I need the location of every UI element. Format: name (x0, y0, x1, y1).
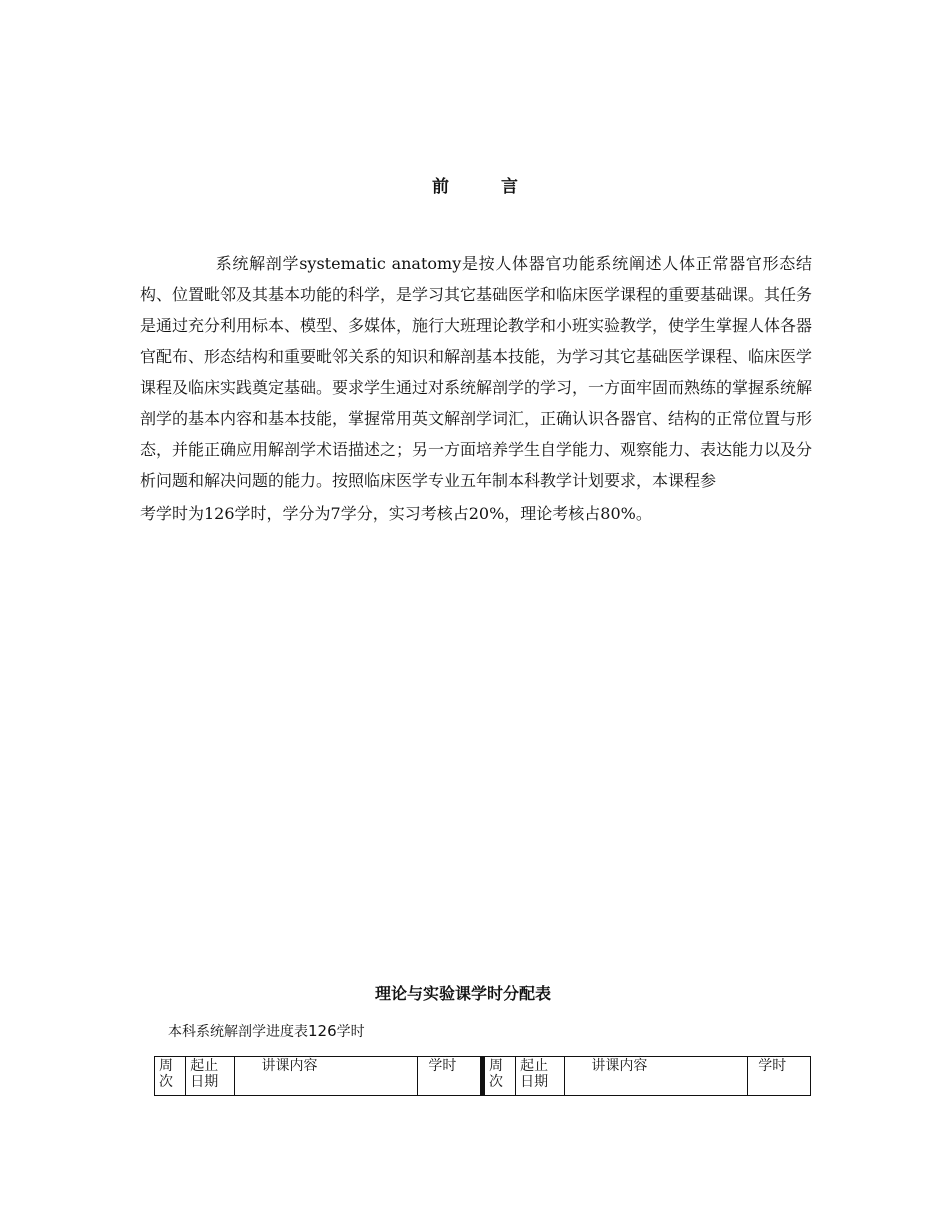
header-date-2: 起止日期 (516, 1057, 565, 1096)
caption-suffix: 学时 (336, 1024, 365, 1040)
caption-hours: 126 (308, 1022, 337, 1040)
header-week: 周次 (155, 1057, 186, 1096)
preface-title-right: 言 (501, 177, 518, 197)
allocation-table-title: 理论与实验课学时分配表 (374, 984, 551, 1003)
header-week-2: 周次 (482, 1057, 515, 1096)
preface-last-line: 考学时为126学时，学分为7学分，实习考核占20%，理论考核占80%。 (140, 504, 652, 523)
header-content: 讲课内容 (235, 1057, 418, 1096)
schedule-header-row (155, 1057, 811, 1096)
preface-paragraph (140, 248, 812, 529)
schedule-caption (168, 1021, 365, 1041)
header-hours: 学时 (418, 1057, 483, 1096)
header-hours-2: 学时 (748, 1057, 811, 1096)
preface-title-left: 前 (432, 177, 449, 197)
header-date: 起止日期 (186, 1057, 235, 1096)
header-content-2: 讲课内容 (565, 1057, 748, 1096)
preface-body-text: 系统解剖学systematic anatomy是按人体器官功能系统阐述人体正常器官形态结构、位置毗邻及其基本功能的科学，是学习其它基础医学和临床医学课程的重要基础课。其任务是通过充分利用标本、模型、多媒体，施行大班理论教学和小班实验教学，使学生掌握人体各器官配布、形态结构和重要毗邻关系的知识和解剖基本技能，为学习其它基础医学课程、临床医学课程及临床实践奠定基础。要求学生通过对系统解剖学的学习，一方面牢固而熟练的掌握系统解剖学的基本内容和基本技能，掌握常用英文解剖学词汇，正确认识各器官、结构的正常位置与形态，并能正确应用解剖学术语描述之；另一方面培养学生自学能力、观察能力、表达能力以及分析问题和解决问题的能力。按照临床医学专业五年制本科教学计划要求，本课程参 (140, 254, 813, 490)
preface-title (0, 172, 950, 197)
caption-prefix: 本科系统解剖学进度表 (168, 1024, 308, 1040)
schedule-table (154, 1056, 811, 1096)
